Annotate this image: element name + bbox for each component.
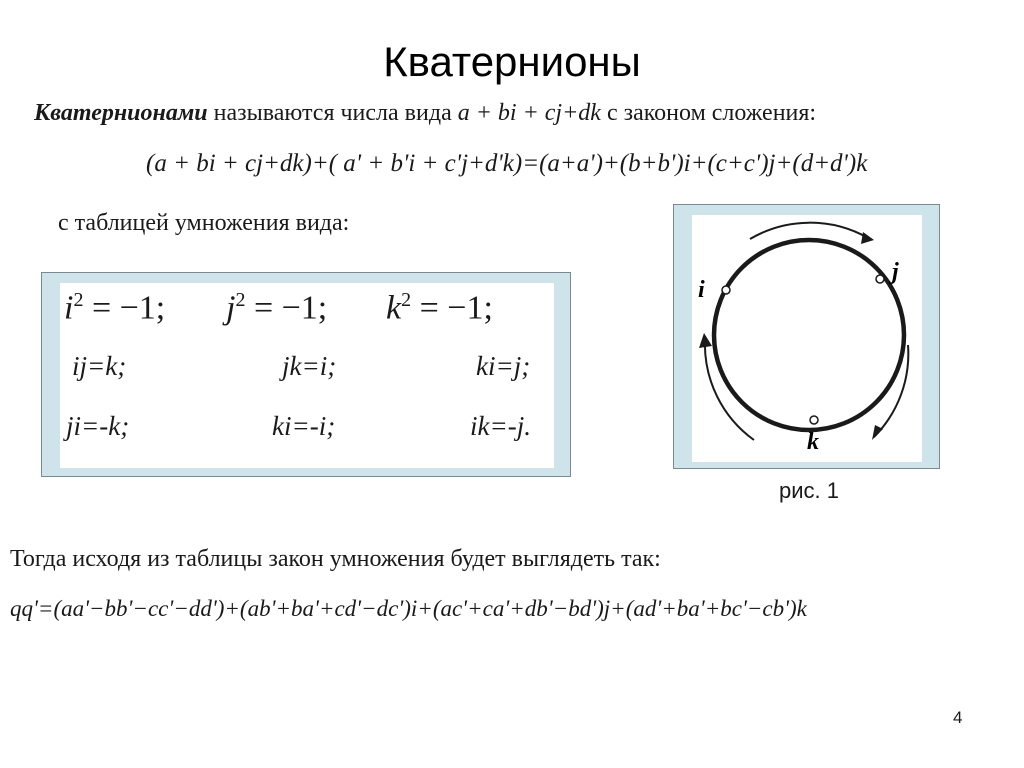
arrowhead-j-to-k: [872, 425, 883, 440]
arrowhead-k-to-i: [699, 333, 712, 348]
figure-frame: [673, 204, 940, 469]
definition-tail: с законом сложения:: [600, 100, 817, 126]
definition-text: называются числа вида: [207, 100, 458, 126]
table-cell: ki=-i;: [272, 411, 336, 441]
table-cell: ij=k;: [72, 351, 127, 381]
slide-title: Кватернионы: [383, 38, 641, 85]
multiplication-law: qq'=(aa'−bb'−cc'−dd')+(ab'+ba'+cd'−dc')i+(ac'+ca'+db'−bd')j+(ad'+ba'+bc'−cb')k: [10, 596, 807, 621]
definition-term: Кватернионами: [34, 100, 208, 126]
multiplication-intro: Тогда исходя из таблицы закон умножения будет выглядеть так:: [10, 546, 661, 572]
square-j: $j^2 = -1$;: [226, 289, 328, 327]
label-k: k: [807, 429, 819, 455]
square-i: $i^2 = -1$;: [64, 289, 166, 327]
point-j: [876, 275, 884, 283]
arrow-i-to-j: [750, 223, 868, 239]
definition-line: [34, 100, 816, 127]
table-cell: ji=-k;: [66, 411, 130, 441]
label-j: j: [892, 259, 899, 285]
label-i: i: [698, 277, 705, 303]
point-i: [722, 286, 730, 294]
cycle-circle: [714, 240, 904, 430]
figure-caption: рис. 1: [779, 478, 839, 503]
page-number: 4: [953, 708, 963, 727]
square-k: $k^2 = -1$;: [386, 289, 493, 327]
table-cell: ki=j;: [476, 351, 531, 381]
arrowhead-i-to-j: [861, 232, 874, 244]
quaternion-form: a + bi + cj+dk: [457, 100, 601, 126]
table-cell: ik=-j.: [470, 411, 531, 441]
table-intro: с таблицей умножения вида:: [58, 210, 350, 236]
multiplication-table: [60, 283, 554, 468]
point-k: [810, 416, 818, 424]
addition-law: (a + bi + cj+dk)+( a' + b'i + c'j+d'k)=(a+a')+(b+b')i+(c+c')j+(d+d')k: [146, 150, 868, 177]
figure-1: [692, 215, 922, 462]
table-cell: jk=i;: [282, 351, 337, 381]
quaternion-cycle-diagram: [692, 215, 922, 462]
multiplication-table-frame: [41, 272, 571, 477]
